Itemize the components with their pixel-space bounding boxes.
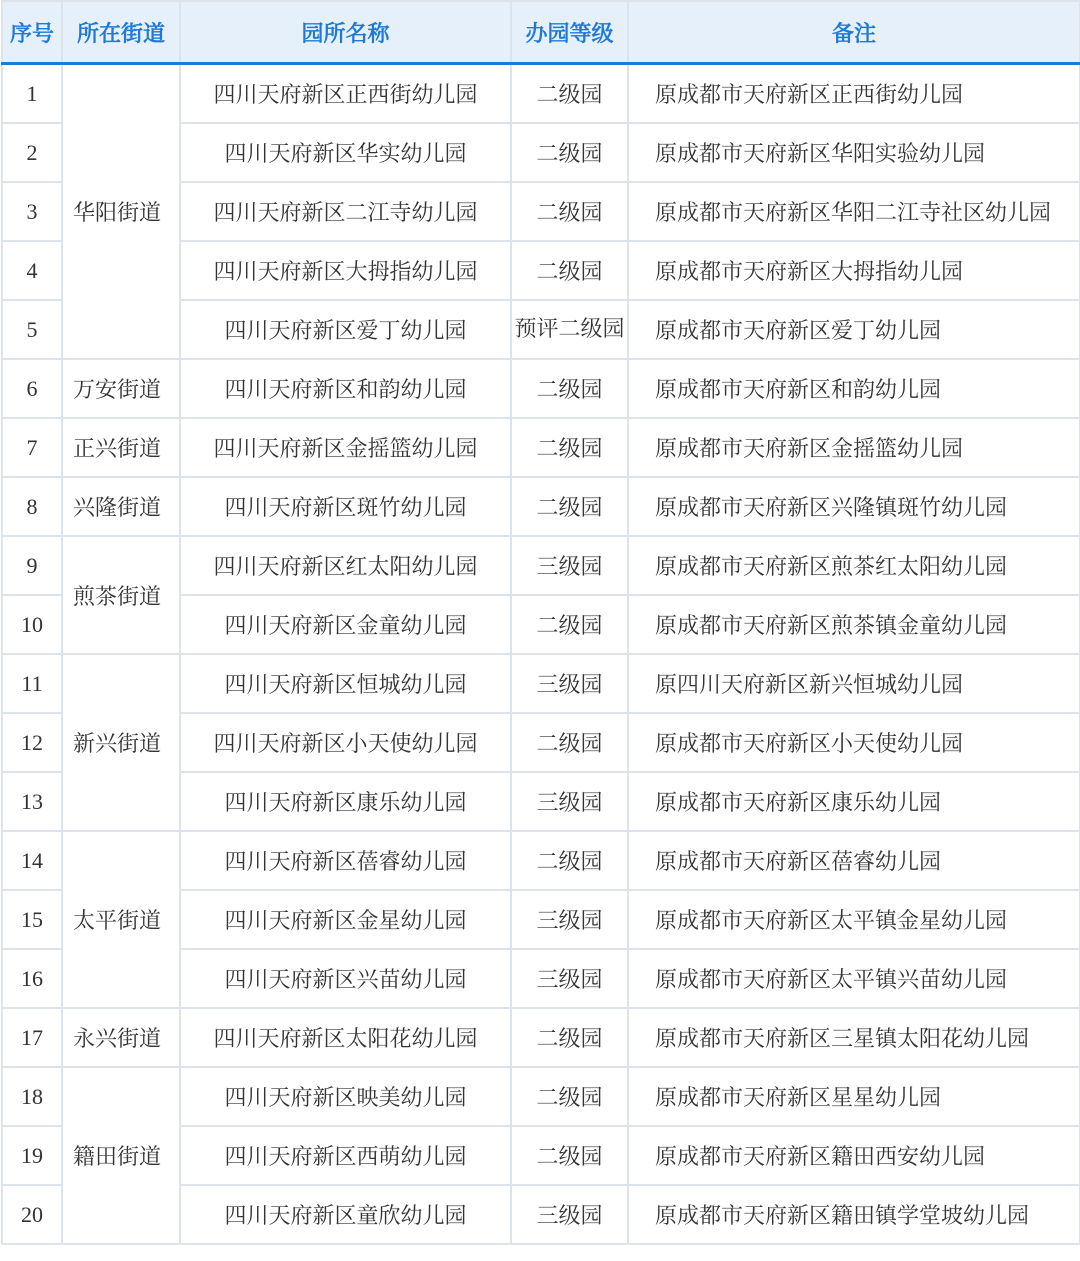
table-row — [2, 1067, 1080, 1126]
cell-street: 煎茶街道 — [62, 536, 180, 654]
cell-name: 四川天府新区二江寺幼儿园 — [180, 182, 511, 241]
cell-name: 四川天府新区金摇篮幼儿园 — [180, 418, 511, 477]
cell-level: 预评二级园 — [511, 300, 628, 359]
cell-street: 万安街道 — [62, 359, 180, 418]
table-row — [2, 654, 1080, 713]
cell-level: 二级园 — [511, 831, 628, 890]
cell-level: 三级园 — [511, 949, 628, 1008]
cell-level: 三级园 — [511, 890, 628, 949]
cell-name: 四川天府新区大拇指幼儿园 — [180, 241, 511, 300]
cell-no: 19 — [2, 1126, 62, 1185]
cell-no: 6 — [2, 359, 62, 418]
cell-name: 四川天府新区斑竹幼儿园 — [180, 477, 511, 536]
cell-level: 二级园 — [511, 241, 628, 300]
cell-note: 原成都市天府新区康乐幼儿园 — [628, 772, 1080, 831]
cell-note: 原成都市天府新区正西街幼儿园 — [628, 64, 1080, 124]
header-level: 办园等级 — [511, 1, 628, 64]
cell-level: 二级园 — [511, 123, 628, 182]
table-row — [2, 477, 1080, 536]
cell-street: 太平街道 — [62, 831, 180, 1008]
cell-name: 四川天府新区兴苗幼儿园 — [180, 949, 511, 1008]
cell-no: 4 — [2, 241, 62, 300]
cell-name: 四川天府新区红太阳幼儿园 — [180, 536, 511, 595]
cell-level: 二级园 — [511, 1008, 628, 1067]
cell-note: 原四川天府新区新兴恒城幼儿园 — [628, 654, 1080, 713]
cell-street: 新兴街道 — [62, 654, 180, 831]
cell-street: 华阳街道 — [62, 64, 180, 360]
cell-name: 四川天府新区金星幼儿园 — [180, 890, 511, 949]
cell-note: 原成都市天府新区大拇指幼儿园 — [628, 241, 1080, 300]
cell-no: 11 — [2, 654, 62, 713]
cell-street: 兴隆街道 — [62, 477, 180, 536]
cell-note: 原成都市天府新区华阳实验幼儿园 — [628, 123, 1080, 182]
header-no: 序号 — [2, 1, 62, 64]
cell-no: 20 — [2, 1185, 62, 1244]
cell-note: 原成都市天府新区金摇篮幼儿园 — [628, 418, 1080, 477]
cell-no: 9 — [2, 536, 62, 595]
cell-name: 四川天府新区正西街幼儿园 — [180, 64, 511, 124]
cell-level: 三级园 — [511, 654, 628, 713]
cell-note: 原成都市天府新区太平镇兴苗幼儿园 — [628, 949, 1080, 1008]
cell-no: 1 — [2, 64, 62, 124]
cell-name: 四川天府新区华实幼儿园 — [180, 123, 511, 182]
cell-note: 原成都市天府新区蓓睿幼儿园 — [628, 831, 1080, 890]
cell-note: 原成都市天府新区太平镇金星幼儿园 — [628, 890, 1080, 949]
table-row — [2, 64, 1080, 124]
cell-note: 原成都市天府新区煎茶红太阳幼儿园 — [628, 536, 1080, 595]
cell-level: 二级园 — [511, 713, 628, 772]
cell-no: 5 — [2, 300, 62, 359]
table-row — [2, 536, 1080, 595]
cell-street: 正兴街道 — [62, 418, 180, 477]
header-note: 备注 — [628, 1, 1080, 64]
cell-name: 四川天府新区和韵幼儿园 — [180, 359, 511, 418]
cell-name: 四川天府新区太阳花幼儿园 — [180, 1008, 511, 1067]
cell-level: 三级园 — [511, 1185, 628, 1244]
table-row — [2, 359, 1080, 418]
cell-note: 原成都市天府新区煎茶镇金童幼儿园 — [628, 595, 1080, 654]
cell-no: 10 — [2, 595, 62, 654]
cell-no: 7 — [2, 418, 62, 477]
cell-name: 四川天府新区康乐幼儿园 — [180, 772, 511, 831]
cell-level: 二级园 — [511, 1067, 628, 1126]
cell-note: 原成都市天府新区星星幼儿园 — [628, 1067, 1080, 1126]
cell-no: 18 — [2, 1067, 62, 1126]
header-street: 所在街道 — [62, 1, 180, 64]
cell-name: 四川天府新区爱丁幼儿园 — [180, 300, 511, 359]
cell-name: 四川天府新区恒城幼儿园 — [180, 654, 511, 713]
cell-name: 四川天府新区金童幼儿园 — [180, 595, 511, 654]
cell-no: 8 — [2, 477, 62, 536]
cell-no: 2 — [2, 123, 62, 182]
cell-no: 12 — [2, 713, 62, 772]
cell-level: 二级园 — [511, 1126, 628, 1185]
cell-level: 二级园 — [511, 418, 628, 477]
cell-name: 四川天府新区小天使幼儿园 — [180, 713, 511, 772]
table-row — [2, 831, 1080, 890]
table-row — [2, 418, 1080, 477]
cell-no: 15 — [2, 890, 62, 949]
cell-note: 原成都市天府新区华阳二江寺社区幼儿园 — [628, 182, 1080, 241]
cell-level: 二级园 — [511, 595, 628, 654]
cell-level: 二级园 — [511, 182, 628, 241]
cell-note: 原成都市天府新区三星镇太阳花幼儿园 — [628, 1008, 1080, 1067]
kindergarten-table — [1, 0, 1080, 1245]
header-name: 园所名称 — [180, 1, 511, 64]
cell-street: 籍田街道 — [62, 1067, 180, 1244]
cell-note: 原成都市天府新区籍田西安幼儿园 — [628, 1126, 1080, 1185]
cell-no: 16 — [2, 949, 62, 1008]
cell-level: 三级园 — [511, 536, 628, 595]
cell-no: 14 — [2, 831, 62, 890]
cell-no: 13 — [2, 772, 62, 831]
cell-name: 四川天府新区映美幼儿园 — [180, 1067, 511, 1126]
cell-name: 四川天府新区蓓睿幼儿园 — [180, 831, 511, 890]
cell-level: 二级园 — [511, 359, 628, 418]
cell-note: 原成都市天府新区小天使幼儿园 — [628, 713, 1080, 772]
cell-note: 原成都市天府新区兴隆镇斑竹幼儿园 — [628, 477, 1080, 536]
cell-level: 三级园 — [511, 772, 628, 831]
cell-name: 四川天府新区西萌幼儿园 — [180, 1126, 511, 1185]
cell-note: 原成都市天府新区籍田镇学堂坡幼儿园 — [628, 1185, 1080, 1244]
cell-no: 3 — [2, 182, 62, 241]
cell-no: 17 — [2, 1008, 62, 1067]
cell-note: 原成都市天府新区爱丁幼儿园 — [628, 300, 1080, 359]
cell-note: 原成都市天府新区和韵幼儿园 — [628, 359, 1080, 418]
cell-name: 四川天府新区童欣幼儿园 — [180, 1185, 511, 1244]
table-row — [2, 1008, 1080, 1067]
header-row — [2, 1, 1080, 64]
cell-street: 永兴街道 — [62, 1008, 180, 1067]
cell-level: 二级园 — [511, 64, 628, 124]
cell-level: 二级园 — [511, 477, 628, 536]
